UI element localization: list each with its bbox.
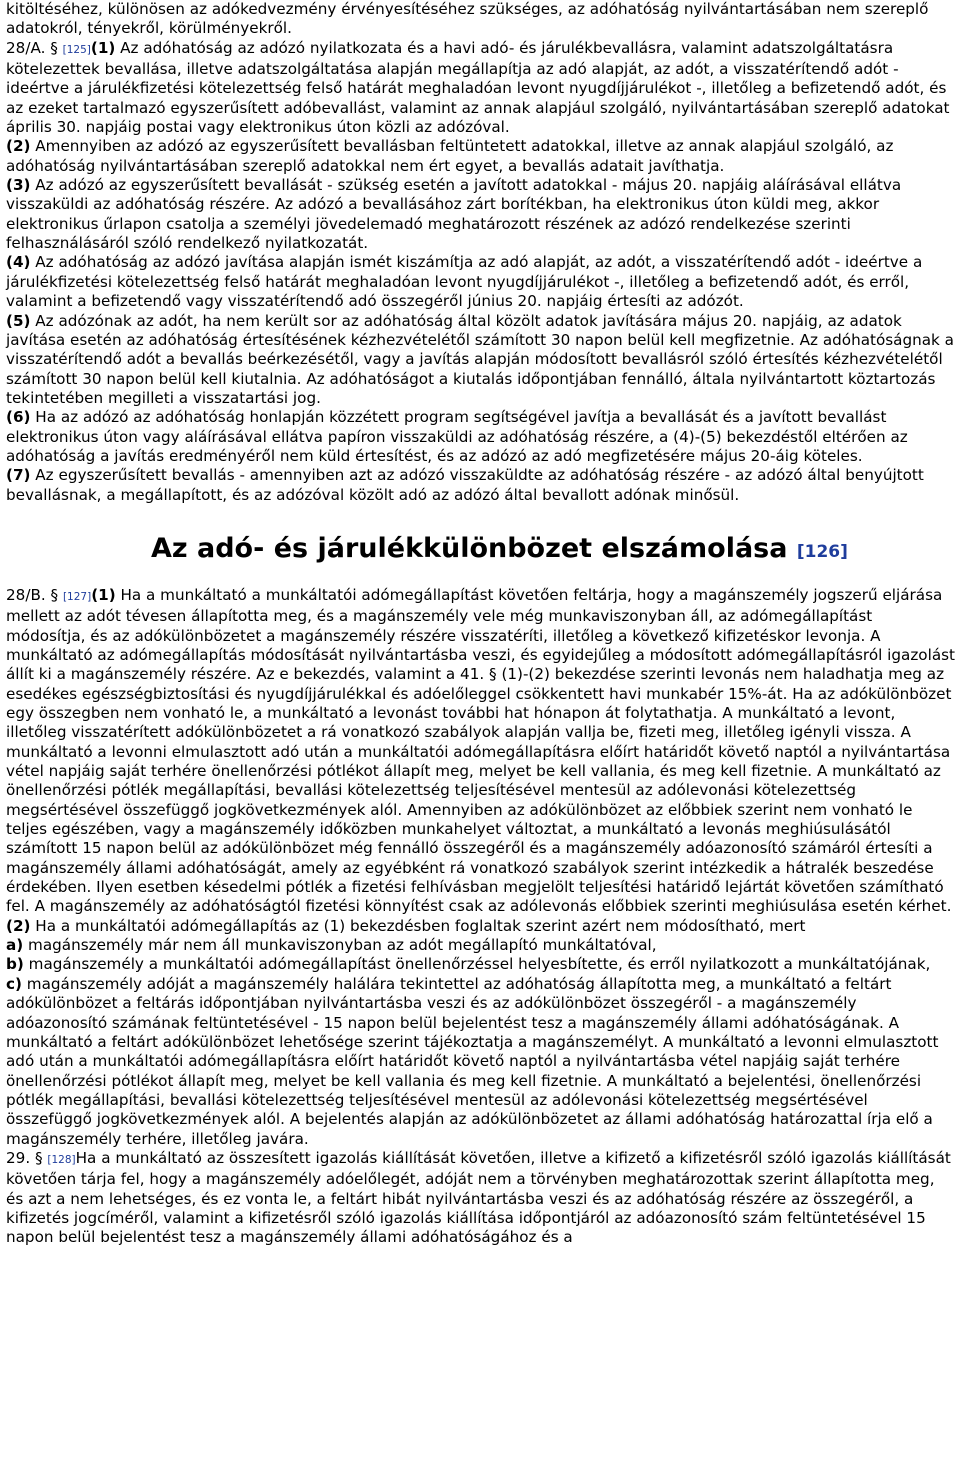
paragraph-text: Az adóhatóság az adózó nyilatkozata és a havi adó- és járulékbevallásra, valamint adatszolgáltatásra kötelezettek bevallása, illetve adatszolgáltatása alapján megállapítja az adó alapját, az adót, a visszatérítendő adót - ideértve a járulékfizetési kötelezettség felső határát meghaladóan levont nyugdíjjárulékot -, illetőleg a befizetendő adót, és az ezeket tartalmazó egyszerűsített adóbevallást, valamint az annak alapjául szolgáló, nyilvántartásában szereplő adatokat április 30. napjáig postai vagy elektronikus úton közli az adózóval. bbox=[6, 38, 950, 137]
section-heading bbox=[6, 529, 956, 572]
list-text: magánszemély már nem áll munkaviszonyban az adót megállapító munkáltatóval, bbox=[23, 936, 657, 955]
paragraph-number: (2) bbox=[6, 916, 31, 935]
paragraph-number: (6) bbox=[6, 408, 31, 427]
footnote-link-125[interactable]: [125] bbox=[62, 43, 91, 56]
section-sign: § bbox=[50, 38, 58, 57]
footnote-link-127[interactable]: [127] bbox=[62, 590, 92, 603]
article-id: 28/B. bbox=[6, 585, 46, 604]
paragraph-text: Az adózónak az adót, ha nem került sor az adóhatóság által közölt adatok javítására május 20. napjáig, az adatok javítása esetén az adóhatóság értesítésének kézhezvételétől számított 30 napon belül kell megfizetnie. Az adóhatóságnak a visszatérítendő adót a bevallás beérkezésétől, vagy a javítás alapján módosított bevallásról szóló értesítés kézhezvételétől számított 30 napon belül kell kiutalnia. Az adóhatóságot a kiutalás időpontjában fennálló, általa nyilvántartott köztartozás tekintetében megilleti a visszatartási jog. bbox=[6, 311, 954, 407]
paragraph-text: Amennyiben az adózó az egyszerűsített bevallásban feltüntetett adatokkal, illetve az annak alapjául szolgáló, az adóhatóság nyilvántartásában szereplő adatokkal nem ért egyet, a bevallás adatait javíthatja. bbox=[6, 137, 894, 175]
paragraph-text: Ha a munkáltatói adómegállapítás az (1) bekezdésben foglaltak szerint azért nem módosítható, mert bbox=[30, 916, 806, 935]
paragraph-28b-2 bbox=[6, 917, 956, 936]
paragraph-28a-1 bbox=[6, 39, 956, 138]
footnote-link-126[interactable]: [126] bbox=[796, 541, 848, 562]
section-28a bbox=[6, 0, 956, 505]
paragraph-number: (1) bbox=[91, 585, 116, 604]
paragraph-text: Ha az adózó az adóhatóság honlapján közzétett program segítségével javítja a bevallását és a javított bevallást elektronikus úton vagy aláírásával ellátva papíron visszaküldi az adóhatóság részére, a (4)-(5) bekezdéstől eltérően az adóhatóság a javítás eredményéről nem küld értesítést, és az adózó az adó megfizetésére május 20-áig köteles. bbox=[6, 408, 908, 465]
paragraph-number: (5) bbox=[6, 311, 31, 330]
heading-spacer-top bbox=[6, 505, 956, 529]
paragraph-28a-2 bbox=[6, 137, 956, 176]
paragraph-28a-4 bbox=[6, 253, 956, 311]
paragraph-number: (3) bbox=[6, 176, 31, 195]
paragraph-text: Ha a munkáltató a munkáltatói adómegállapítást követően feltárja, hogy a magánszemély jogszerű eljárása mellett az adót tévesen állapította meg, és a magánszemély vele még munkaviszonyban áll, az adómegállapítást módosítja, és az adókülönbözetet a magánszemély részére visszatéríti, illetőleg a következő kifizetéskor levonja. A munkáltató az adómegállapítás módosítását nyilvántartásba veszi, és egyidejűleg a módosított adómegállapításról igazolást állít ki a magánszemély részére. Az e bekezdés, valamint a 41. § (1)-(2) bekezdése szerinti levonás nem haladhatja meg az esedékes egészségbiztosítási és nyugdíjjárulékkal és adóelőleggel csökkentett havi munkabér 15%-át. Ha az adókülönbözet egy összegben nem vonható le, a munkáltató a levonást további hat hónapon át folytathatja. A munkáltató a levont, illetőleg visszatérített adókülönbözetet a rá vonatkozó szabályok alapján vallja be, fizeti meg, illetőleg igényli vissza. A munkáltató a levonni elmulasztott adó után a munkáltatói adómegállapításra előírt határidőt követő naptól a nyilvántartása vétel napjáig saját terhére önellenőrzési pótlékot állapít meg, melyet be kell vallania, és meg kell fizetnie. A munkáltató az önellenőrzési pótlék megállapítási, bevallási kötelezettség teljesítésével mentesül az adólevonási kötelezettség megsértésével összefüggő jogkövetkezmények alól. Amennyiben az adókülönbözet az előbbiek szerint nem vonható le teljes egészében, vagy a magánszemély időközben munkahelyet változtat, a munkáltató a levonás meghiúsulásától számított 15 napon belül az adókülönbözet még fennálló összegéről és a magánszemély adóazonosító számáról értesíti a magánszemély állami adóhatóságát, amely az egyébként rá vonatkozó szabályok szerint intézkedik a hátralék beszedése érdekében. Ilyen esetben késedelmi pótlék a fizetési felhívásban megjelölt teljesítési határidő lejártát követően számítható fel. A magánszemély az adóhatóságtól fizetési könnyítést csak az adólevonás előbbiek szerinti meghiúsulása esetén kérhet. bbox=[6, 585, 955, 916]
paragraph-28b-1 bbox=[6, 586, 956, 917]
paragraph-number: (7) bbox=[6, 466, 31, 485]
list-text: magánszemély adóját a magánszemély halálára tekintettel az adóhatóság állapította meg, a munkáltató a feltárt adókülönbözet a feltárás időpontjában nyilvántartásba veszi és az adókülönbözet összegéről - a magánszemély adóazonosító számának feltüntetésével - 15 napon belül bejelentést tesz a magánszemély állami adóhatóságának. A munkáltató a feltárt adókülönbözet lehetősége szerint tájékoztatja a magánszemélyt. A munkáltató a levonni elmulasztott adó után a munkáltatói adómegállapításra előírt határidőt követő naptól a nyilvántartásba vétel napjáig saját terhére önellenőrzési pótlékot állapít meg, melyet be kell vallania és meg kell fizetnie. A munkáltató a bejelentési, önellenőrzési pótlék megállapítási, bevallási kötelezettség teljesítésével mentesül az adólevonási kötelezettség megsértésével összefüggő jogkövetkezmények alól. A bejelentés alapján az adókülönbözetet az állami adóhatóság határozattal írja elő a magánszemély terhére, illetőleg javára. bbox=[6, 974, 939, 1148]
intro-paragraph bbox=[6, 0, 956, 39]
document-page bbox=[6, 0, 956, 1248]
article-id: 28/A. bbox=[6, 38, 46, 57]
paragraph-text: Az adózó az egyszerűsített bevallását - szükség esetén a javított adatokkal - május 20. napjáig aláírásával ellátva visszaküldi az adóhatóság részére. Az adózó a bevallásához zárt borítékban, ha elektronikus úton küldi meg, akkor elektronikus űrlapon csatolja a személyi jövedelemadó meghatározott részének az adózó rendelkezése szerinti felhasználásáról szóló rendelkező nyilatkozatát. bbox=[6, 176, 902, 253]
list-label: a) bbox=[6, 936, 24, 955]
paragraph-text: Az adóhatóság az adózó javítása alapján ismét kiszámítja az adó alapját, az adót, a visszatérítendő adót - ideértve a járulékfizetési kötelezettség felső határát meghaladóan levont nyugdíjjárulékot -, illetőleg a befizetendő adót, és erről, valamint a befizetendő vagy visszatérítendő adó összegéről június 20. napjáig értesíti az adózót. bbox=[6, 253, 923, 311]
footnote-link-128[interactable]: [128] bbox=[47, 1153, 76, 1166]
list-item-a bbox=[6, 936, 956, 955]
paragraph-text: Ha a munkáltató az összesített igazolás kiállítását követően, illetve a kifizető a kifizetésről szóló igazolás kiállítását követően tárja fel, hogy a magánszemély adóelőlegét, adóját nem a törvényben meghatározottak szerint állapította meg, és azt a nem lehetséges, és ez vonta le, a feltárt hibát nyilvántartásba veszi és az adóhatóság részére az összegéről, a kifizetés jogcíméről, valamint a kifizetésről szóló igazolás kiállítása időpontjáról az adóazonosító szám feltüntetésével 15 napon belül bejelentést tesz a magánszemély állami adóhatóságához és a bbox=[6, 1148, 951, 1247]
paragraph-28a-3 bbox=[6, 176, 956, 253]
heading-title: Az adó- és járulékkülönbözet elszámolása bbox=[151, 532, 788, 564]
section-sign: § bbox=[34, 1148, 43, 1167]
section-28b bbox=[6, 586, 956, 1248]
paragraph-number: (4) bbox=[6, 253, 31, 272]
list-item-b bbox=[6, 955, 956, 974]
list-label: c) bbox=[6, 974, 22, 993]
section-sign: § bbox=[50, 585, 59, 604]
paragraph-28a-7 bbox=[6, 466, 956, 505]
paragraph-text: Az egyszerűsített bevallás - amennyiben azt az adózó visszaküldte az adóhatóság részére - az adózó által benyújtott bevallásnak, a megállapított, és az adózóval közölt adó az adózó által bevallott adónak minősül. bbox=[6, 466, 924, 504]
intro-text: kitöltéséhez, különösen az adókedvezmény érvényesítéséhez szükséges, az adóhatóság nyilvántartásában nem szereplő adatokról, tényekről, körülményekről. bbox=[6, 0, 929, 38]
paragraph-28a-5 bbox=[6, 312, 956, 409]
paragraph-number: (1) bbox=[90, 38, 116, 57]
list-label: b) bbox=[6, 955, 24, 974]
paragraph-28a-6 bbox=[6, 408, 956, 466]
article-id: 29. bbox=[6, 1148, 31, 1167]
paragraph-number: (2) bbox=[6, 137, 31, 156]
paragraph-29 bbox=[6, 1149, 956, 1248]
heading-spacer-bottom bbox=[6, 572, 956, 586]
list-text: magánszemély a munkáltatói adómegállapítást önellenőrzéssel helyesbítette, és erről nyilatkozott a munkáltatójának, bbox=[23, 955, 931, 974]
list-item-c bbox=[6, 975, 956, 1149]
